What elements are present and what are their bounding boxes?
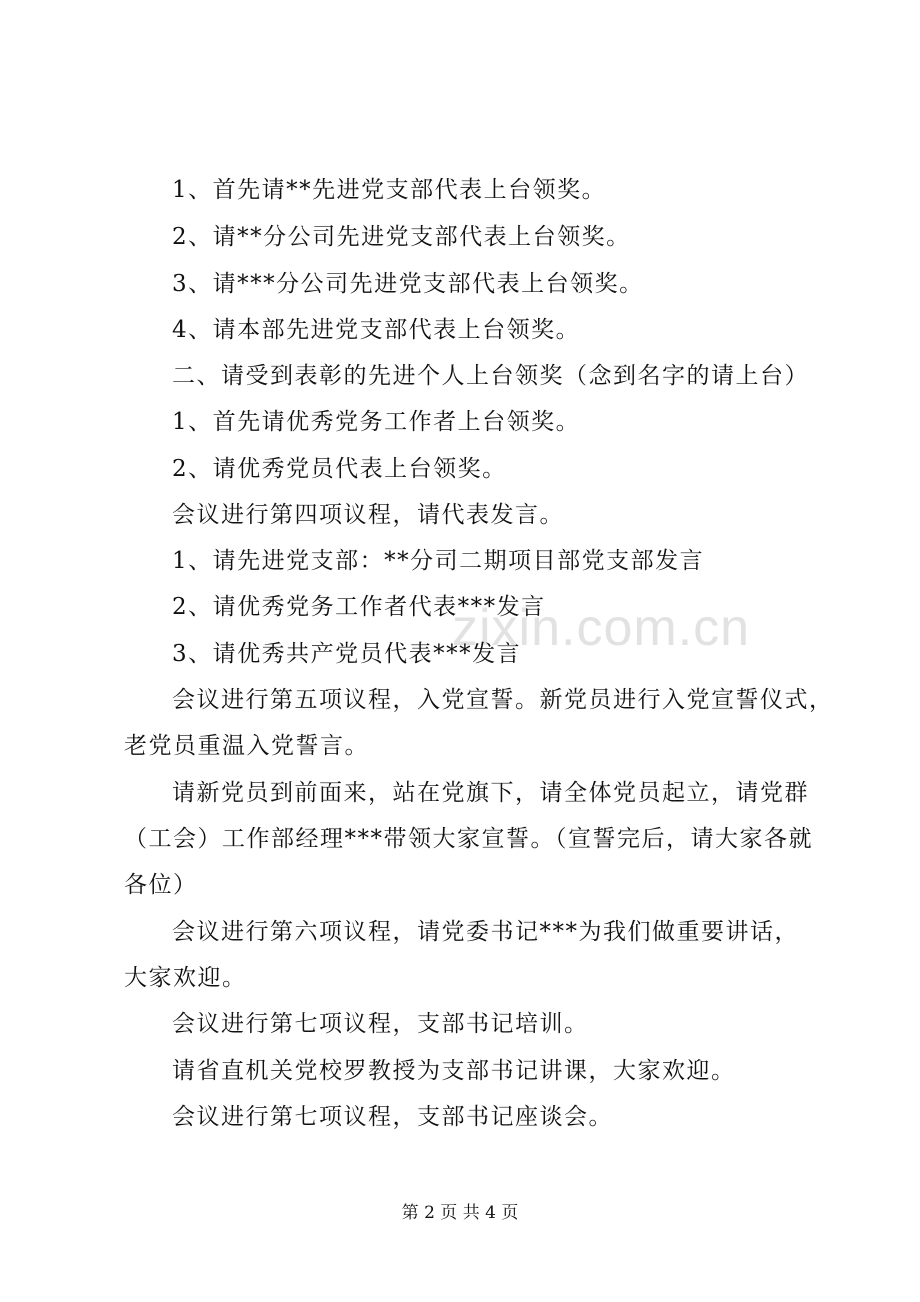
text-line: 4、请本部先进党支部代表上台领奖。	[172, 317, 581, 343]
text-line: 会议进行第七项议程，支部书记培训。	[172, 1011, 589, 1037]
text-line: 二、请受到表彰的先进个人上台领奖（念到名字的请上台）	[172, 363, 809, 389]
text-line: 老党员重温入党誓言。	[124, 733, 369, 759]
text-line: 2、请**分公司先进党支部代表上台领奖。	[172, 224, 631, 250]
text-line: 1、请先进党支部：**分司二期项目部党支部发言	[172, 548, 705, 574]
text-line: 会议进行第六项议程，请党委书记***为我们做重要讲话，	[172, 919, 799, 945]
text-line: 2、请优秀党务工作者代表***发言	[172, 594, 546, 620]
text-line: （工会）工作部经理***带领大家宣誓。（宣誓完后，请大家各就	[124, 826, 813, 852]
text-line: 请省直机关党校罗教授为支部书记讲课，大家欢迎。	[172, 1058, 736, 1084]
text-line: 请新党员到前面来，站在党旗下，请全体党员起立，请党群	[172, 780, 809, 806]
text-line: 各位）	[124, 872, 198, 898]
text-line: 会议进行第四项议程，请代表发言。	[172, 502, 564, 528]
text-line: 3、请***分公司先进党支部代表上台领奖。	[172, 271, 644, 297]
text-line: 1、首先请优秀党务工作者上台领奖。	[172, 409, 581, 435]
text-line: 会议进行第五项议程，入党宣誓。新党员进行入党宣誓仪式，	[172, 687, 834, 713]
text-line: 3、请优秀共产党员代表***发言	[172, 641, 522, 667]
text-line: 大家欢迎。	[124, 965, 247, 991]
text-line: 会议进行第七项议程，支部书记座谈会。	[172, 1104, 613, 1130]
text-line: 1、首先请**先进党支部代表上台领奖。	[172, 177, 607, 203]
watermark: zixin.com.cn	[452, 599, 751, 657]
text-line: 2、请优秀党员代表上台领奖。	[172, 456, 507, 482]
page-footer: 第 2 页 共 4 页	[401, 1203, 519, 1223]
